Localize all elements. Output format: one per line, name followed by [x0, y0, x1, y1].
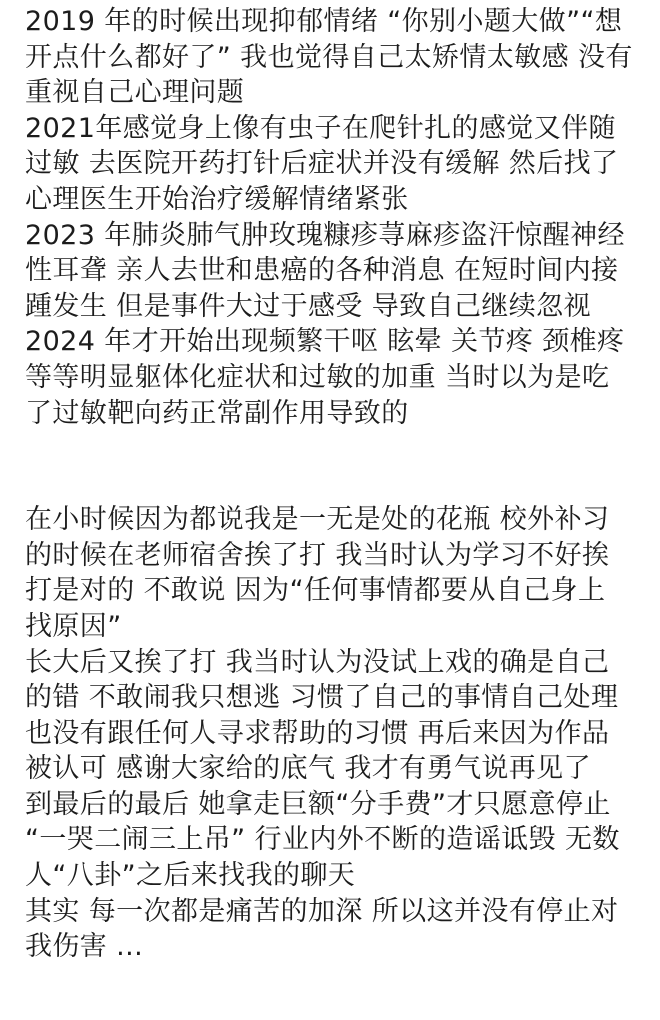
text-line: 2024 年才开始出现频繁干呕 眩晕 关节疼 颈椎疼 [25, 326, 625, 358]
text-line: 在小时候因为都说我是一无是处的花瓶 校外补习 [25, 504, 610, 536]
text-line: 等等明显躯体化症状和过敏的加重 当时以为是吃 [25, 361, 610, 393]
text-line: 的时候在老师宿舍挨了打 我当时认为学习不好挨 [25, 539, 610, 571]
text-line: 性耳聋 亲人去世和患癌的各种消息 在短时间内接 [25, 255, 619, 287]
text-line: 了过敏靶向药正常副作用导致的 [25, 397, 409, 429]
text-line: 心理医生开始治疗缓解情绪紧张 [25, 183, 409, 215]
text-line: 开点什么都好了” 我也觉得自己太矫情太敏感 没有 [25, 41, 633, 73]
text-line: 踵发生 但是事件大过于感受 导致自己继续忽视 [25, 290, 591, 322]
text-line: 我伤害 ... [25, 931, 144, 963]
text-line: 的错 不敢闹我只想逃 习惯了自己的事情自己处理 [25, 682, 619, 714]
text-line: 重视自己心理问题 [25, 77, 245, 109]
text-line: 也没有跟任何人寻求帮助的习惯 再后来因为作品 [25, 717, 610, 749]
text-line: 其实 每一次都是痛苦的加深 所以这并没有停止对 [25, 895, 619, 927]
text-line: 2019 年的时候出现抑郁情绪 “你别小题大做”“想 [25, 6, 623, 37]
text-line: 到最后的最后 她拿走巨额“分手费”才只愿意停止 [25, 788, 611, 820]
paragraph-2 [25, 502, 645, 965]
paragraph-gap [25, 431, 645, 502]
text-line: 人“八卦”之后来找我的聊天 [25, 860, 356, 892]
paragraph-1 [25, 4, 645, 431]
text-line: 打是对的 不敢说 因为“任何事情都要从自己身上 [25, 575, 606, 607]
text-line: 过敏 去医院开药打针后症状并没有缓解 然后找了 [25, 148, 619, 180]
text-line: 2023 年肺炎肺气肿玫瑰糠疹荨麻疹盗汗惊醒神经 [25, 219, 625, 251]
text-line: 找原因” [25, 610, 122, 642]
document-body [25, 4, 645, 965]
text-line: 2021年感觉身上像有虫子在爬针扎的感觉又伴随 [25, 112, 616, 144]
text-line: “一哭二闹三上吊” 行业内外不断的造谣诋毁 无数 [25, 824, 620, 856]
text-line: 长大后又挨了打 我当时认为没试上戏的确是自己 [25, 646, 610, 678]
text-line: 被认可 感谢大家给的底气 我才有勇气说再见了 [25, 753, 591, 785]
